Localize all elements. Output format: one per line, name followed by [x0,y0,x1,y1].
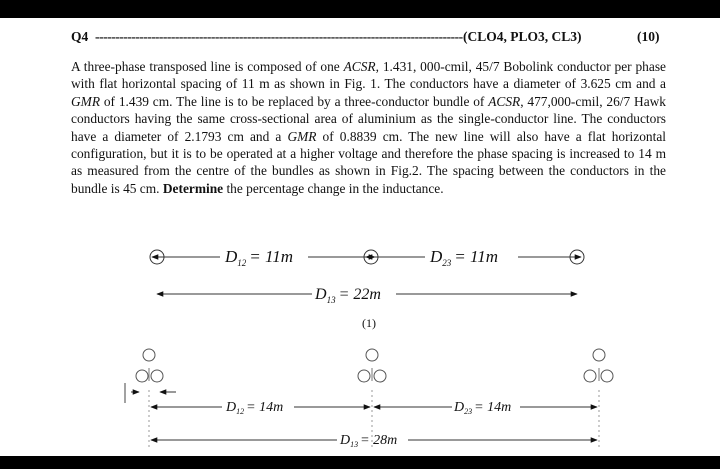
bundle-2 [358,349,386,382]
learning-outcomes: (CLO4, PLO3, CL3) [463,29,582,44]
term-acsr: ACSR [343,59,376,74]
question-text-part: of 0.8839 cm. The new line will also have a flat horizontal configuration, but it is to be operated at a higher voltage and therefore the phase spacing is increased to 14 m as measured from the centre of the bundles as shown in Fig.2. The spacing between the conductors in the bundle is 45 cm. [71,128,666,196]
sub-conductor [136,370,148,382]
sub-conductor [593,349,605,361]
sub-conductor [374,370,386,382]
sub-conductor [601,370,613,382]
fig2-d23-label: $D_{23} = 14m$ [454,400,512,416]
determine-keyword: Determine [162,180,224,196]
question-text-part: , 477,000-cmil, 26/7 Hawk conductors having the same cross-sectional area of aluminium as the single-conductor line. The conductors have a diameter of 2.1793 cm and a [71,93,667,144]
sub-conductor [358,370,370,382]
figure-1 [150,247,584,330]
figure-1-caption: (1) [362,316,376,330]
document-page [0,18,720,456]
term-gmr: GMR [71,93,101,109]
question-number: Q4 [71,29,89,44]
fig2-d12-label: $D_{12} = 14m$ [226,400,284,416]
conductor-spacing-figures [0,18,720,456]
figure-2 [125,349,613,450]
bundle-3 [584,349,613,382]
question-text-part: A three-phase transposed line is composed of one [71,59,344,74]
question-text-part: of 1.439 cm. The line is to be replaced by a three-conductor bundle of [100,93,489,109]
sub-conductor [366,349,378,361]
fig1-d13-label: $D_{13} = 22m$ [315,286,381,305]
header-dash-line: -------------------------------------------------------------------------------------------- [95,29,463,44]
question-text-part: , 1.431, 000-cmil, 45/7 Bobolink conductor per phase with flat horizontal spacing of 11 m as shown in Fig. 1. The conductors have a diameter of 3.625 cm and a [71,59,666,92]
bundle-1 [136,349,163,382]
sub-conductor [143,349,155,361]
term-gmr: GMR [287,128,317,144]
term-acsr: ACSR [488,93,521,109]
fig2-d13-label: $D_{13} = 28m$ [340,433,398,449]
fig1-d23-label: $D_{23} = 11m$ [430,247,499,268]
fig1-d12-label: $D_{12} = 11m$ [225,247,294,268]
question-marks: (10) [637,29,660,44]
sub-conductor [584,370,596,382]
question-text-part: the percentage change in the inductance. [223,180,444,196]
sub-conductor [151,370,163,382]
